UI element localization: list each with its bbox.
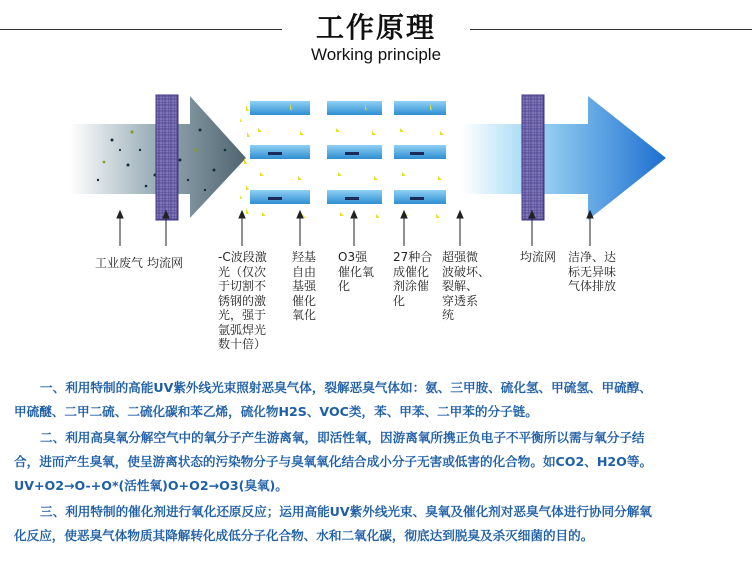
label-line: 光，强于 (218, 308, 267, 322)
label-line: 裂解、 (442, 279, 479, 293)
label-hydroxyl-radical (292, 250, 316, 323)
para-3-line-2: 化反应，使恶臭气体物质其降解转化成低分子化合物、水和二氧化碳，彻底达到脱臭及杀灭细菌的目的。 (14, 528, 594, 543)
label-line: 催化 (292, 293, 317, 308)
label-outlet-mesh (520, 250, 556, 265)
label-line: 化 (338, 279, 351, 293)
label-line: 羟基 (292, 250, 317, 264)
label-line: 基强 (292, 279, 317, 293)
label-line: 锈钢的激 (218, 293, 267, 308)
label-line: 统 (442, 308, 455, 322)
description-paragraph-3 (14, 500, 738, 548)
label-line: 洁净、达 (568, 250, 617, 264)
label-line: O3强 (338, 250, 368, 264)
label-line: 均流网 (520, 250, 557, 264)
para-2-line-1: 二、利用高臭氧分解空气中的氧分子产生游离氧，即活性氧，因游离氧所携正负电子不平衡所以需与氧分子结 (40, 430, 645, 445)
para-1-line-1: 一、利用特制的高能UV紫外线光束照射恶臭气体，裂解恶臭气体如：氨、三甲胺、硫化氢、甲硫氢、甲硫醇、 (40, 380, 652, 395)
label-line: 催化氧 (338, 264, 375, 279)
label-line: 氧化 (292, 308, 317, 322)
label-inlet-mesh (147, 256, 183, 271)
para-2-line-3: UV+O2→O-+O*(活性氧)O+O2→O3(臭氧)。 (14, 478, 288, 493)
label-line: 波破坏、 (442, 264, 491, 279)
para-1-line-2: 甲硫醚、二甲二硫、二硫化碳和苯乙烯，硫化物H2S、VOC类，苯、甲苯、二甲苯的分子链。 (14, 404, 538, 419)
label-microwave-system (442, 250, 490, 323)
label-catalyst-coating (393, 250, 432, 308)
description-paragraph-2 (14, 426, 738, 498)
label-line: 穿透系 (442, 293, 479, 308)
inlet-mesh (156, 95, 178, 220)
label-clean-emission (568, 250, 616, 294)
page-subtitle: Working principle (310, 45, 442, 64)
label-line: 剂涂催 (393, 279, 430, 293)
label-line: 工业废气 (95, 256, 144, 270)
page-title: 工作原理 (315, 11, 436, 44)
catalyst-plates (250, 101, 446, 218)
clean-air-arrow (462, 96, 666, 220)
label-line: 27种合 (393, 250, 433, 264)
label-line: -C波段激 (218, 250, 267, 264)
label-line: 气体排放 (568, 279, 617, 293)
label-line: 氩弧焊光 (218, 322, 267, 337)
label-line: 化 (393, 293, 406, 308)
label-line: 自由 (292, 264, 317, 279)
label-waste-gas (95, 256, 143, 271)
outlet-mesh (522, 95, 544, 220)
label-line: 数十倍） (218, 337, 267, 351)
label-line: 于切割不 (218, 279, 267, 293)
label-uv-laser (218, 250, 267, 352)
description-paragraph-1 (14, 376, 738, 424)
label-line: 成催化 (393, 264, 430, 279)
para-2-line-2: 合，进而产生臭氧，使呈游离状态的污染物分子与臭氧氧化结合成小分子无害或低害的化合物。如CO2、H2O等。 (14, 454, 653, 469)
label-line: 均流网 (147, 256, 184, 270)
label-line: 光（仅次 (218, 264, 267, 279)
label-line: 标无异味 (568, 264, 617, 279)
label-line: 超强微 (442, 250, 479, 264)
label-ozone-oxidation (338, 250, 374, 294)
para-3-line-1: 三、利用特制的催化剂进行氧化还原反应；运用高能UV紫外线光束、臭氧及催化剂对恶臭气体进行协同分解氧 (40, 504, 652, 519)
